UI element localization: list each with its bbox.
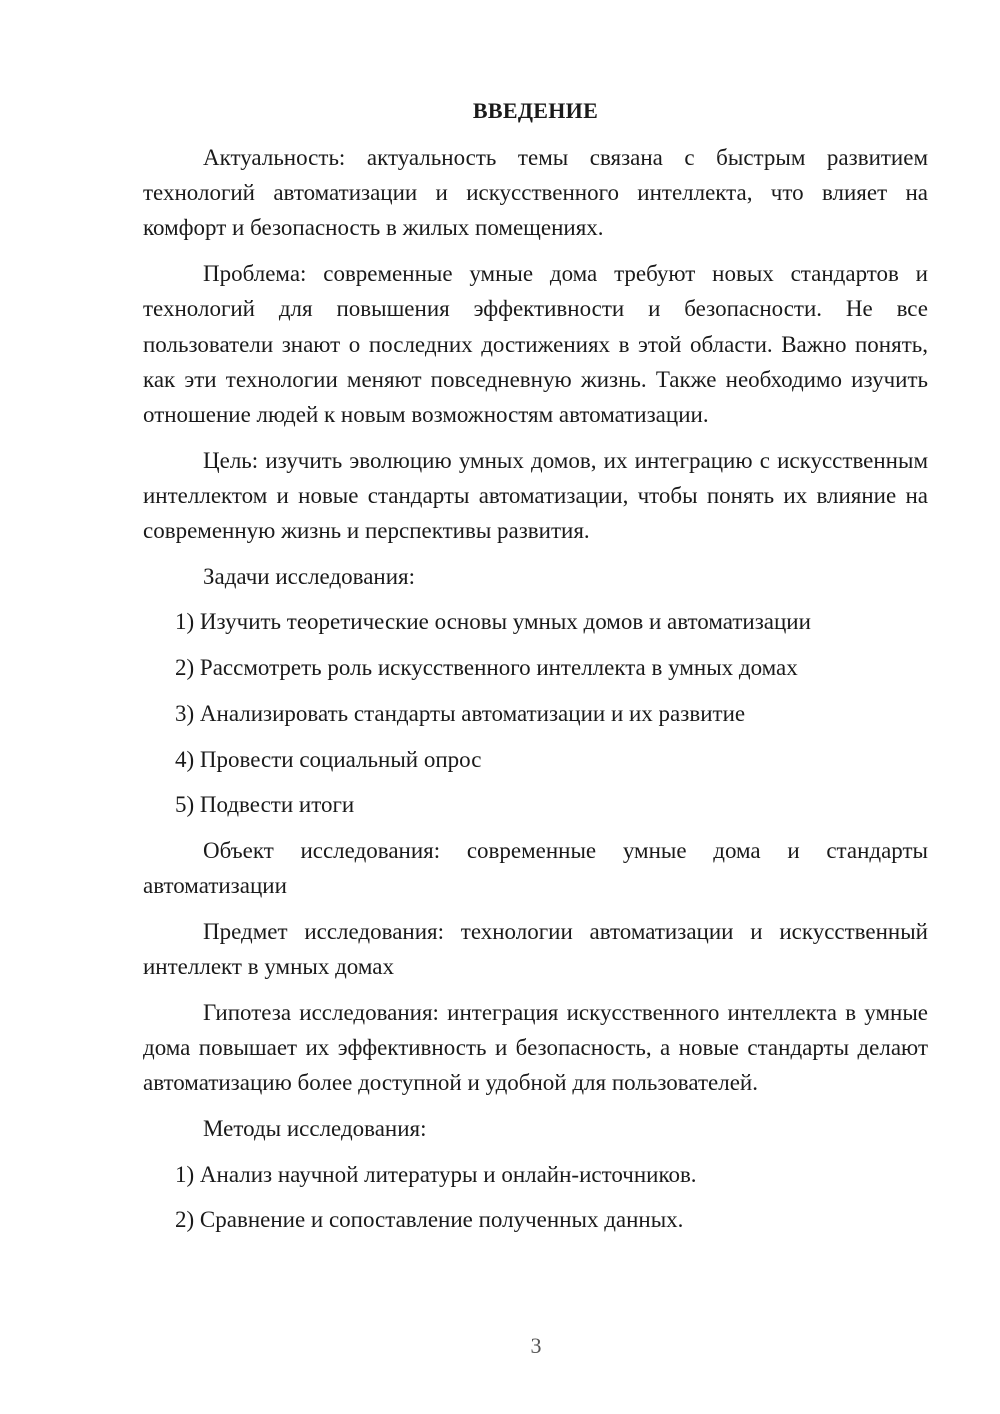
methods-label: Методы исследования: [203, 1115, 427, 1141]
problem-paragraph: Проблема: современные умные дома требуют новых стандартов и технологий для повышения эффективности и безопасности. Не все пользователи знают о последних достижениях в этой области. Важно понять, как эти технологии меняют повседневную жизнь. Также необходимо изучить отношение людей к новым возможностям автоматизации. [143, 261, 928, 427]
object-paragraph: Объект исследования: современные умные дома и стандарты автоматизации [143, 837, 928, 899]
tasks-label: Задачи исследования: [203, 563, 416, 589]
goal-paragraph: Цель: изучить эволюцию умных домов, их интеграцию с искусственным интеллектом и новые стандарты автоматизации, чтобы понять их влияние на современную жизнь и перспективы развития. [143, 447, 928, 544]
list-item: 1) Анализ научной литературы и онлайн-источников. [175, 1161, 697, 1187]
list-item: 3) Анализировать стандарты автоматизации и их развитие [175, 700, 746, 726]
subject-paragraph: Предмет исследования: технологии автоматизации и искусственный интеллект в умных домах [143, 918, 928, 980]
methods-list [143, 1157, 928, 1238]
list-item: 1) Изучить теоретические основы умных домов и автоматизации [175, 609, 811, 635]
tasks-list [143, 604, 928, 822]
list-item: 5) Подвести итоги [175, 792, 355, 818]
page-title: ВВЕДЕНИЕ [472, 98, 599, 123]
list-item: 4) Провести социальный опрос [175, 746, 482, 772]
page-number: 3 [530, 1333, 542, 1358]
list-item: 2) Рассмотреть роль искусственного интеллекта в умных домах [175, 655, 798, 681]
list-item: 2) Сравнение и сопоставление полученных данных. [175, 1207, 684, 1233]
hypothesis-paragraph: Гипотеза исследования: интеграция искусственного интеллекта в умные дома повышает их эффективность и безопасность, а новые стандарты делают автоматизацию более доступной и удобной для пользователей. [143, 999, 928, 1096]
relevance-paragraph: Актуальность: актуальность темы связана с быстрым развитием технологий автоматизации и искусственного интеллекта, что влияет на комфорт и безопасность в жилых помещениях. [143, 145, 928, 241]
page-content [143, 96, 928, 1248]
